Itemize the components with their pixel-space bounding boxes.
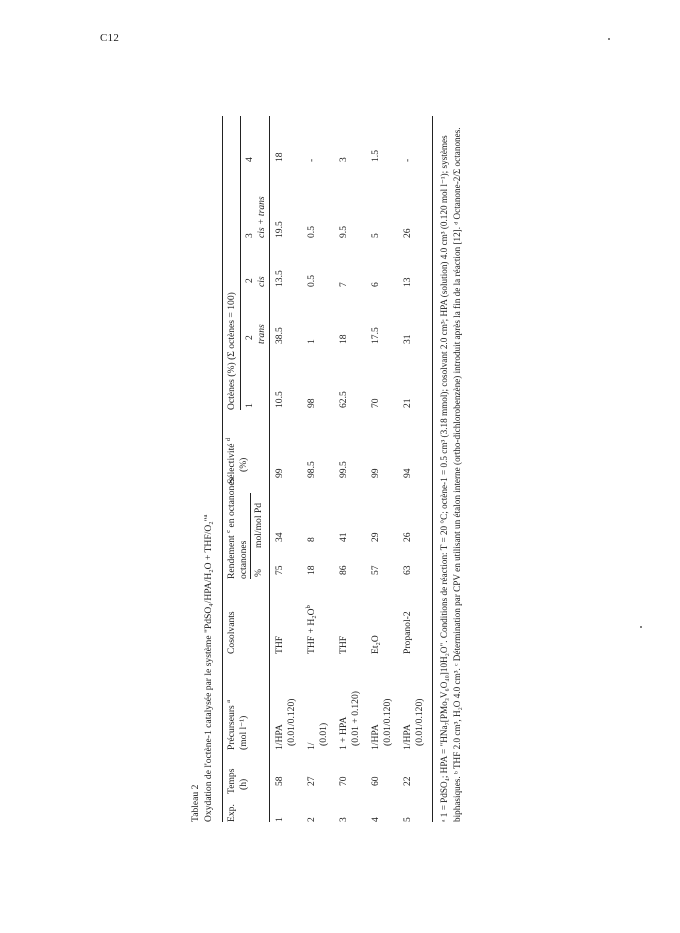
octene-sub-trans: trans <box>256 324 267 344</box>
cell-pct: 63 <box>402 565 413 575</box>
cell-o1: 70 <box>370 398 381 408</box>
cell-sel: 98.5 <box>306 461 317 478</box>
cell-o2c: 13.5 <box>274 270 285 287</box>
cell-o2c: 7 <box>338 282 349 287</box>
cell-o1: 21 <box>402 398 413 408</box>
cell-o4: - <box>306 158 317 162</box>
octene-num-3: 2 <box>244 278 255 283</box>
header-temps-unit: (h) <box>238 778 249 790</box>
cell-o2t: 17.5 <box>370 327 381 344</box>
cell-sel: 94 <box>402 468 413 478</box>
cell-temps: 22 <box>402 776 413 786</box>
cell-sel: 99 <box>274 468 285 478</box>
octene-num-2: 2 <box>244 335 255 340</box>
cell-prec: 1/HPA <box>274 724 285 750</box>
table-label: Tableau 2 <box>190 784 201 822</box>
cell-prec-conc: (0.01/0.120) <box>286 698 297 746</box>
header-precurseurs: Précurseurs $^a$ <box>224 699 237 750</box>
cell-o1: 98 <box>306 398 317 408</box>
cell-prec: 1 + HPA <box>338 716 349 750</box>
cell-cosolv: THF + $H_2O^b$ <box>304 605 317 654</box>
header-octanones: octanones <box>238 540 249 579</box>
cell-pct: 57 <box>370 565 381 575</box>
cell-o4: 1.5 <box>370 150 381 162</box>
cell-prec: 1/HPA <box>402 724 413 750</box>
cell-temps: 27 <box>306 776 317 786</box>
cell-pct: 18 <box>306 565 317 575</box>
cell-pct: 75 <box>274 565 285 575</box>
cell-o4: - <box>402 158 413 162</box>
cell-o1: 10.5 <box>274 391 285 408</box>
cell-molpd: 41 <box>338 532 349 542</box>
header-selectivite: Sélectivité $^d$ <box>224 437 237 484</box>
header-exp: Exp. <box>226 804 237 822</box>
cell-o2t: 38.5 <box>274 327 285 344</box>
header-bottom-rule <box>269 116 270 822</box>
cell-prec: 1/ <box>306 742 317 750</box>
cell-exp: 1 <box>274 817 285 822</box>
cell-molpd: 34 <box>274 532 285 542</box>
octene-num-5: 4 <box>244 157 255 162</box>
octene-num-1: 1 <box>244 403 255 408</box>
cell-molpd: 8 <box>306 537 317 542</box>
cell-o2t: 31 <box>402 334 413 344</box>
page-number: C12 <box>100 32 120 44</box>
cell-o3: 19.5 <box>274 221 285 238</box>
cell-o3: 5 <box>370 233 381 238</box>
octene-sub-cistrans: cis + trans <box>256 196 267 238</box>
cell-sel: 99 <box>370 468 381 478</box>
cell-o4: 3 <box>338 157 349 162</box>
table-caption: Oxydation de l'octène-1 catalysée par le système "PdSO₄/HPA/H₂O + THF/O₂"$^a$ <box>201 514 214 822</box>
cell-temps: 60 <box>370 776 381 786</box>
cell-cosolv: THF <box>338 635 349 654</box>
cell-o4: 18 <box>274 152 285 162</box>
cell-temps: 58 <box>274 776 285 786</box>
octene-num-4: 3 <box>244 233 255 238</box>
cell-o2t: 18 <box>338 334 349 344</box>
rotated-table-block <box>190 112 500 822</box>
cell-exp: 5 <box>402 817 413 822</box>
cell-o3: 26 <box>402 228 413 238</box>
cell-molpd: 26 <box>402 532 413 542</box>
cell-o2c: 0.5 <box>306 275 317 287</box>
cell-sel: 99.5 <box>338 461 349 478</box>
cell-molpd: 29 <box>370 532 381 542</box>
cell-exp: 3 <box>338 817 349 822</box>
cell-prec: 1/HPA <box>370 724 381 750</box>
footnote: ᵃ 1 = PdSO₄; HPA = "HNa₇[PMo₃V₆O₄₀]10H₂O". Conditions de réaction: T = 20 °C; octène-1 = 0.5 cm³ (3.18 mmol); cosolvant 2.0 cm³; HPA (solution) 4.0 cm³ (0.120 mol l⁻¹); systèmes biphasiques. ᵇ THF 2.0 cm³, H₂O 4.0 cm³. ᶜ Détermination par CPV en utilisant un étalon interne (ortho-dichlorobenzène) introduit après la fin de la réaction [12]. ᵈ Octanone-2/Σ octanones. <box>439 127 463 822</box>
cell-prec-conc: (0.01 + 0.120) <box>350 691 361 746</box>
cell-o1: 62.5 <box>338 391 349 408</box>
bottom-rule <box>432 116 433 822</box>
speck <box>640 626 642 628</box>
cell-o2c: 6 <box>370 282 381 287</box>
cell-pct: 86 <box>338 565 349 575</box>
header-temps: Temps <box>226 768 237 794</box>
header-rendement: Rendement $^c$ en octanones <box>224 477 237 579</box>
cell-cosolv: Propanol-2 <box>402 611 413 654</box>
octanones-subrule <box>250 493 251 579</box>
cell-exp: 2 <box>306 817 317 822</box>
octene-sub-cis: cis <box>256 276 267 287</box>
octenes-subrule <box>240 116 241 410</box>
header-pct: % <box>253 569 264 577</box>
header-molpd: mol/mol Pd <box>253 502 264 548</box>
cell-o3: 9.5 <box>338 226 349 238</box>
cell-temps: 70 <box>338 776 349 786</box>
cell-cosolv: Et₂O <box>370 635 381 654</box>
top-rule <box>222 116 223 822</box>
cell-o2t: 1 <box>306 339 317 344</box>
header-octenes: Octènes (%) (Σ octènes = 100) <box>226 292 237 410</box>
cell-prec-conc: (0.01) <box>318 722 329 746</box>
cell-o2c: 13 <box>402 277 413 287</box>
header-precurseurs-unit: (mol l⁻¹) <box>238 715 249 750</box>
cell-cosolv: THF <box>274 635 285 654</box>
cell-o3: 0.5 <box>306 226 317 238</box>
speck <box>608 38 610 40</box>
header-cosolvants: Cosolvants <box>226 611 237 654</box>
cell-exp: 4 <box>370 817 381 822</box>
cell-prec-conc: (0.01/0.120) <box>414 698 425 746</box>
cell-prec-conc: (0.01/0.120) <box>382 698 393 746</box>
header-selectivite-unit: (%) <box>238 457 249 472</box>
